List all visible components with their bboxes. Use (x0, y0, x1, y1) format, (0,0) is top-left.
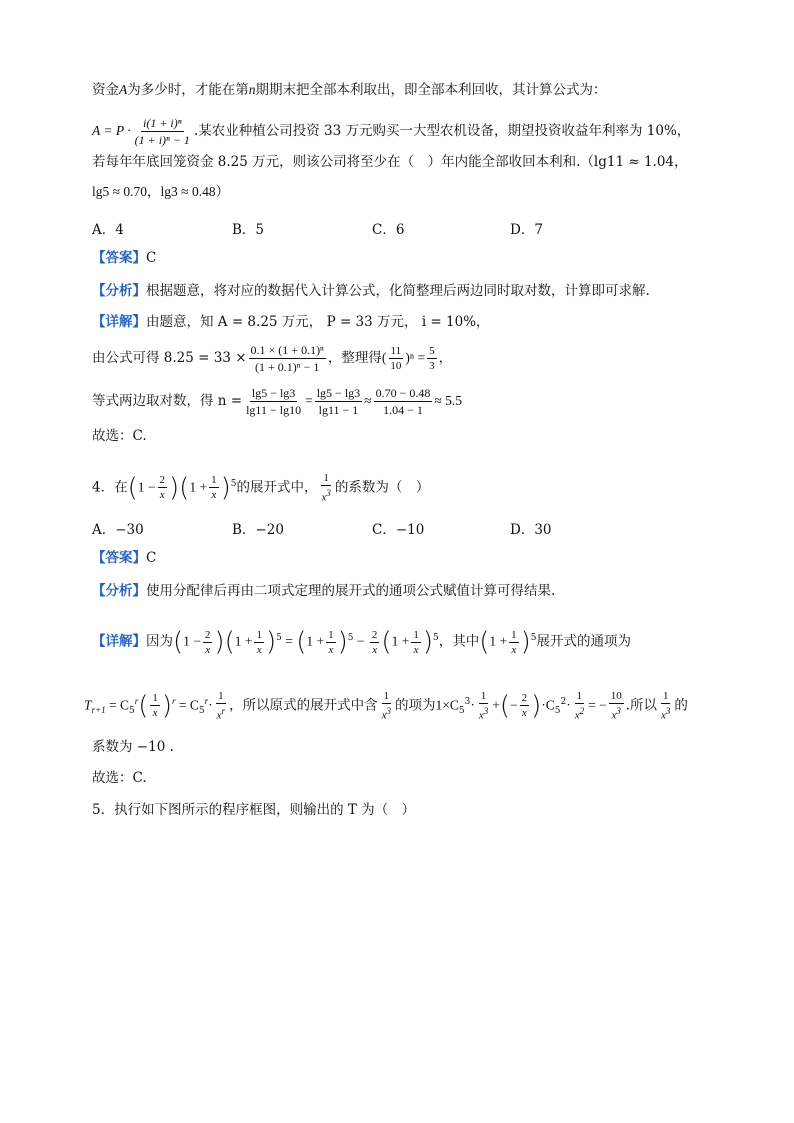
analysis-tag: 【分析】 (92, 283, 146, 299)
q3-intro-line: 资金A为多少时，才能在第n期期末把全部本利取出，即全部本利回收，其计算公式为： (92, 82, 607, 98)
q4-coef: 系数为 −10 . (92, 739, 174, 755)
q3-line4: lg5 ≈ 0.70，lg3 ≈ 0.48） (92, 184, 230, 199)
q3-detail-1: 【详解】由题意，知 A = 8.25 万元， P = 33 万元， i = 10%， (92, 314, 490, 330)
q3-conclusion: 故选：C. (92, 428, 147, 444)
q5-question: 5．执行如下图所示的程序框图，则输出的 T 为（ ） (92, 802, 416, 818)
detail-tag: 【详解】 (92, 314, 146, 330)
q3-formula-line: A = P · $\frac{\text{i(1 + i)ⁿ}}{\text{(1 + i)ⁿ − 1}}$ .某农业种植公司投资 33 万元购买一大型农机设备，期望投资收益年利率为 10%， (92, 116, 691, 147)
q3-option-c: C．6 (372, 222, 405, 238)
q3-option-a: A．4 (92, 222, 124, 238)
q3-option-d: D．7 (510, 222, 543, 238)
q4-question: 4．在(1 − $\frac{2}{x}$ )(1 + $\frac{1}{x}$ )$^5$的展开式中， $\frac{1}{x^3}$ 的系数为（ ） (92, 472, 430, 504)
q3-answer: 【答案】C (92, 250, 157, 266)
q3-formula-fraction: $\frac{\text{i(1 + i)ⁿ}}{\text{(1 + i)ⁿ − 1}}$ (134, 116, 190, 147)
q4-option-c: C．−10 (372, 522, 425, 538)
q3-detail-2: 由公式可得 8.25 = 33 × $\frac{\text{0.1 × (1 + 0.1)ⁿ}}{\text{(1 + 0.1)ⁿ − 1}}$ ，整理得( $\frac{11}{10}$ )ⁿ = $\frac{5}{3}$ ， (92, 343, 453, 374)
q4-detail-2: $T_{r+1} = C_5^r$( $\frac{1}{x}$ )$^r = C_5^r\cdot$ $\frac{1}{x^r}$ ，所以原式的展开式中含 $\frac{1}{x^3}$ 的项为$1\times C_5^3\cdot$ $\frac{1}{x^3}$ +(− $\frac{2}{x}$ )$\cdot C_5^2\cdot$ $\frac{1}{x^2}$ = − $\frac{10}{x^3}$ .所以 $\frac{1}{x^3}$ 的 (84, 690, 688, 722)
q4-answer: 【答案】C (92, 550, 157, 566)
q3-analysis: 【分析】根据题意，将对应的数据代入计算公式，化简整理后两边同时取对数，计算即可求解. (92, 283, 650, 299)
q4-option-d: D．30 (510, 522, 552, 538)
answer-tag: 【答案】 (92, 250, 146, 266)
q3-detail-3: 等式两边取对数，得 n = $\frac{\lg 5 - \lg 3}{\lg 11 - \lg 10}$ = $\frac{\lg 5 - \lg 3}{\lg 11 - 1}$ ≈ $\frac{0.70 - 0.48}{1.04 - 1}$ ≈ 5.5 (92, 386, 463, 417)
q4-option-b: B．−20 (232, 522, 284, 538)
q4-conclusion: 故选：C. (92, 770, 147, 786)
q4-analysis: 【分析】使用分配律后再由二项式定理的展开式的通项公式赋值计算可得结果. (92, 583, 556, 599)
q4-detail-1: 【详解】因为(1 − $\frac{2}{x}$ )(1 + $\frac{1}{x}$ )$^5$ = (1 + $\frac{1}{x}$ )$^5$ − $\frac{2}{x}$ (1 + $\frac{1}{x}$ )$^5$，其中(1 + $\frac{1}{x}$ )$^5$展开式的通项为 (92, 627, 631, 657)
q3-option-b: B．5 (232, 222, 265, 238)
q3-line3: 若每年年底回笼资金 8.25 万元，则该公司将至少在（ ）年内能全部收回本利和.（lg11 ≈ 1.04， (92, 154, 688, 170)
q4-option-a: A．−30 (92, 522, 144, 538)
